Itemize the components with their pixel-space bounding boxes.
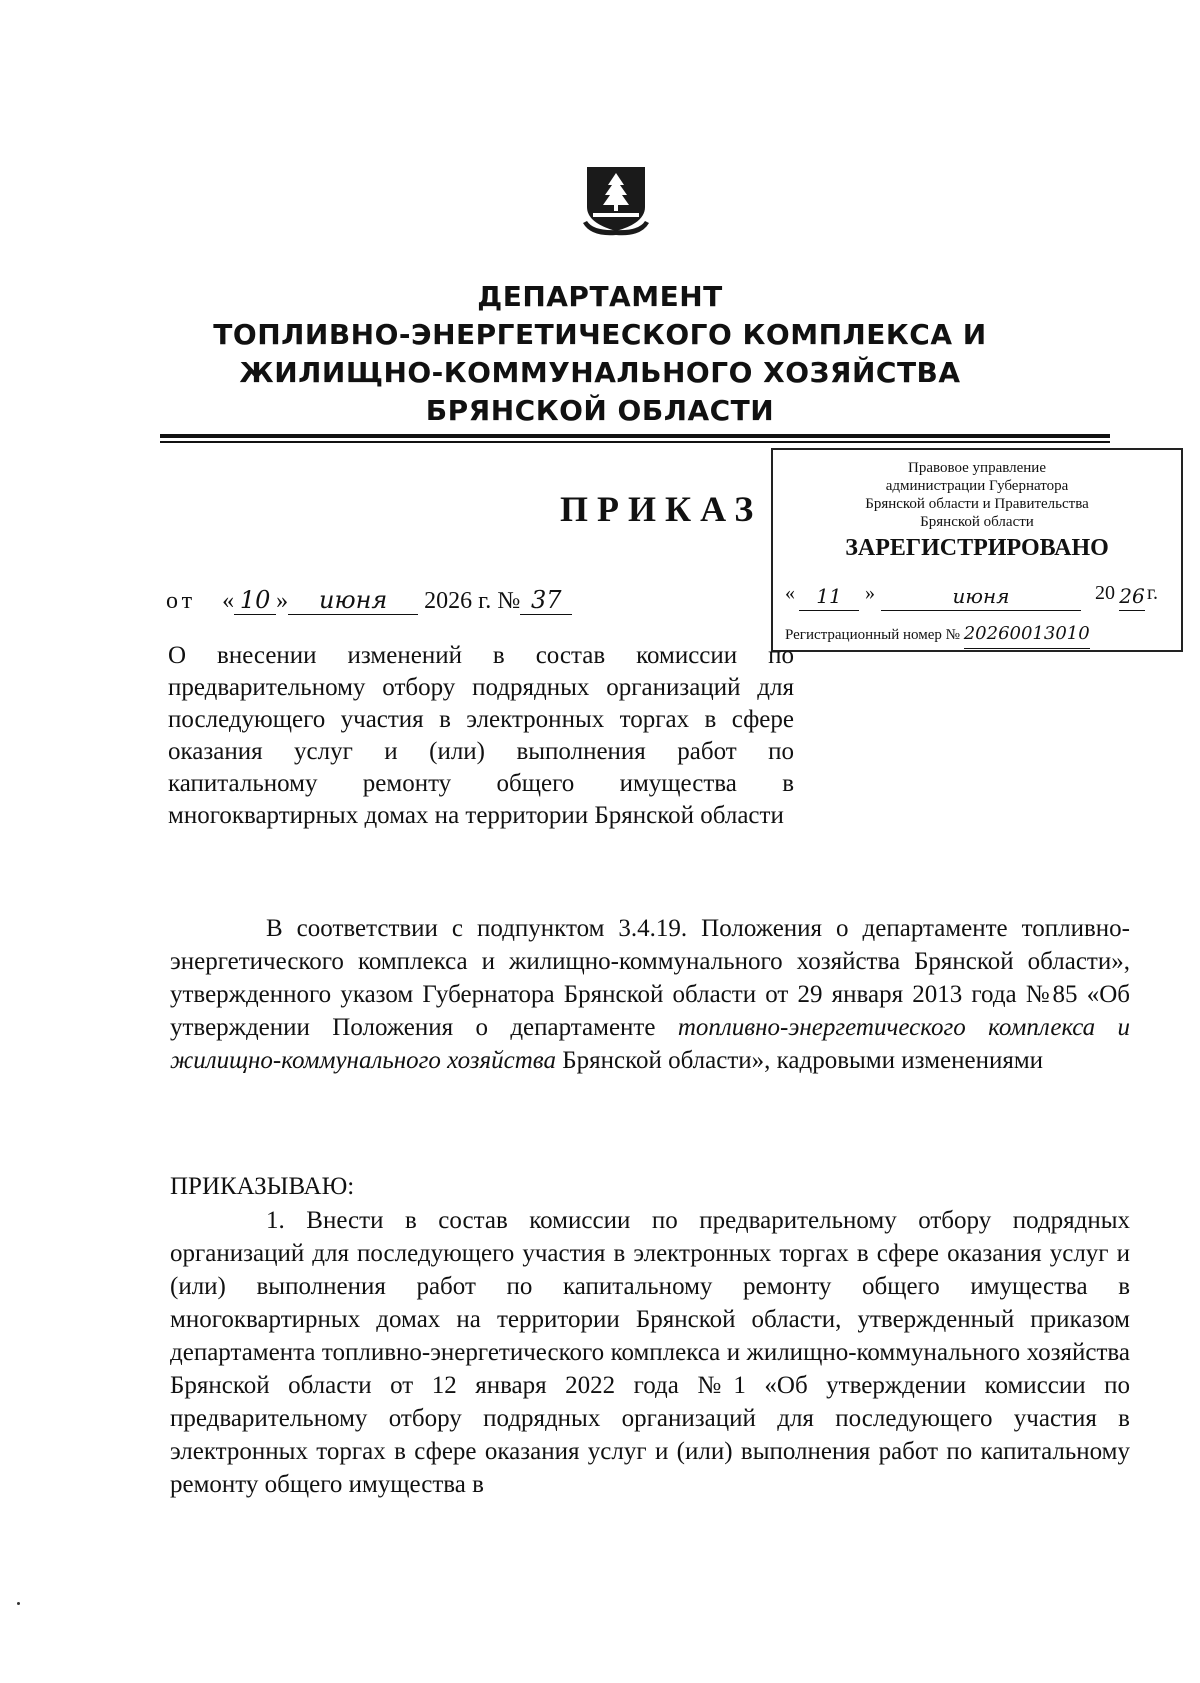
stamp-date bbox=[785, 582, 1170, 612]
stamp-date-open-quote: « bbox=[785, 582, 795, 604]
order-number: 37 bbox=[520, 586, 572, 615]
preamble-paragraph bbox=[170, 912, 1130, 1077]
header-divider bbox=[160, 441, 1110, 443]
scan-speck bbox=[17, 1602, 20, 1605]
order-directive-heading: ПРИКАЗЫВАЮ: bbox=[170, 1173, 355, 1200]
stamp-date-year-end: г. bbox=[1147, 582, 1158, 604]
stamp-registered: ЗАРЕГИСТРИРОВАНО bbox=[845, 535, 1109, 561]
order-date-prefix: от bbox=[166, 588, 197, 614]
bryansk-coat-of-arms-icon bbox=[581, 163, 651, 239]
stamp-date-day: 11 bbox=[799, 582, 859, 611]
order-date-day: 10 bbox=[234, 586, 276, 615]
order-date-close-quote: » bbox=[276, 588, 289, 614]
header-divider bbox=[160, 434, 1110, 438]
stamp-line: Брянской области bbox=[920, 514, 1034, 530]
preamble-italic-text: топливно-энергетического комплекса и жилищно-коммунального хозяйства bbox=[170, 1014, 1130, 1074]
department-name-line: ТОПЛИВНО-ЭНЕРГЕТИЧЕСКОГО КОМПЛЕКСА И bbox=[213, 318, 987, 351]
stamp-date-year-prefix: 20 bbox=[1095, 582, 1115, 604]
stamp-line: Правовое управление bbox=[908, 460, 1046, 476]
stamp-line: администрации Губернатора bbox=[885, 478, 1069, 494]
department-name-line: ДЕПАРТАМЕНТ bbox=[477, 280, 723, 313]
stamp-date-month: июня bbox=[881, 582, 1081, 611]
order-date-year: 2026 г. bbox=[424, 588, 492, 614]
stamp-date-year-suffix: 26 bbox=[1119, 582, 1145, 611]
stamp-line: Брянской области и Правительства bbox=[865, 496, 1089, 512]
order-number-label: № bbox=[497, 588, 521, 614]
order-item-1: 1. Внести в состав комиссии по предварительному отбору подрядных организаций для последующего участия в электронных торгах в сфере оказания услуг и (или) выполнения работ по капитальному ремонту общего имущества в многоквартирных домах на территории Брянской области, утвержденный приказом департамента топливно-энергетического комплекса и жилищно-коммунального хозяйства Брянской области от 12 января 2022 года №1 «Об утверждении комиссии по предварительному отбору подрядных организаций для последующего участия в электронных торгах в сфере оказания услуг и (или) выполнения работ по капитальному ремонту общего имущества в bbox=[170, 1207, 1130, 1498]
preamble-text: В соответствии с подпунктом 3.4.19. Положения о департаменте топливно-энергетического комплекса и жилищно-коммунального хозяйства Брянской области», утвержденного указом Губернатора Брянской области от 29 января 2013 года №85 «Об утверждении Положения о департаменте bbox=[170, 915, 1130, 1041]
order-subject: О внесении изменений в состав комиссии по предварительному отбору подрядных организаций для последующего участия в электронных торгах в сфере оказания услуг и (или) выполнения работ по капитальному ремонту общего имущества в многоквартирных домах на территории Брянской области bbox=[168, 642, 794, 829]
order-date-open-quote: « bbox=[222, 588, 235, 614]
registration-stamp bbox=[771, 448, 1183, 652]
order-date-row bbox=[166, 586, 572, 615]
department-name-line: БРЯНСКОЙ ОБЛАСТИ bbox=[425, 394, 775, 427]
preamble-text: Брянской области», кадровыми изменениями bbox=[562, 1047, 1044, 1074]
document-title: ПРИКАЗ bbox=[560, 489, 763, 529]
stamp-reg-number: 20260013010 bbox=[964, 620, 1090, 649]
stamp-reg-number-row bbox=[785, 620, 1090, 649]
stamp-date-close-quote: » bbox=[865, 582, 875, 604]
stamp-reg-number-label: Регистрационный номер № bbox=[785, 627, 960, 643]
order-date-month: июня bbox=[288, 586, 418, 615]
department-name-line: ЖИЛИЩНО-КОММУНАЛЬНОГО ХОЗЯЙСТВА bbox=[239, 356, 961, 389]
